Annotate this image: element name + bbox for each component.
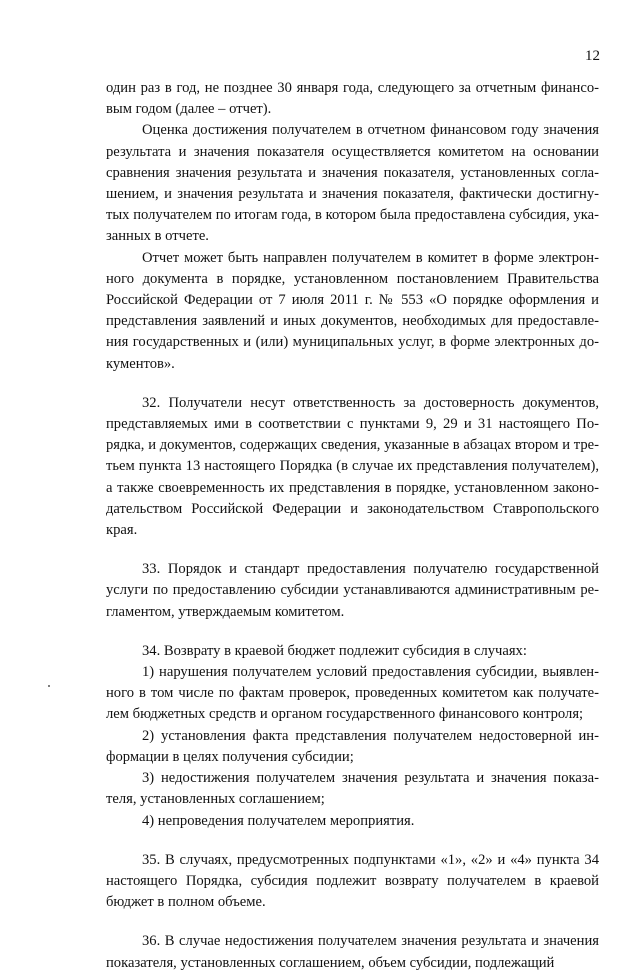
- paragraph-34-item-3: 3) недостижения получателем значения результата и значения показателя, установленных соглашением;: [106, 770, 599, 808]
- page-number: 12: [585, 48, 600, 64]
- paragraph-35: 35. В случаях, предусмотренных подпунктами «1», «2» и «4» пункта 34 настоящего Порядка, субсидия подлежит возврату получателем в краевой бюджет в полном объеме.: [106, 851, 599, 911]
- paragraph-electronic-report: Отчет может быть направлен получателем в комитет в форме электронного документа в порядке, установленном постановлением Правительства Российской Федерации от 7 июля 2011 г. № 553 «О порядке оформления и представления заявлений и иных документов, необходимых для предоставления государственных и (или) муниципальных услуг, в форме электронных документов».: [106, 249, 599, 372]
- paragraph-assessment: Оценка достижения получателем в отчетном финансовом году значения результата и значения показателя осуществляется комитетом на основании сравнения значения результата и значения показателя, установленных соглашением, и значения результата и значения показателя, фактически достигнутых получателем по итогам года, в котором была предоставлена субсидия, указанных в отчете.: [106, 122, 599, 245]
- paragraph-34-item-2: 2) установления факта представления получателем недостоверной информации в целях получения субсидии;: [106, 727, 599, 765]
- paragraph-34-item-4: 4) непроведения получателем мероприятия.: [142, 812, 415, 829]
- paragraph-report-deadline: один раз в год, не позднее 30 января года, следующего за отчетным финансовым годом (далее – отчет).: [106, 80, 599, 118]
- paragraph-36: 36. В случае недостижения получателем значения результата и значения показателя, установленных соглашением, объем субсидии, подлежащий: [106, 933, 599, 971]
- paragraph-33: 33. Порядок и стандарт предоставления получателю государственной услуги по предоставлению субсидии устанавливаются административным регламентом, утверждаемым комитетом.: [106, 561, 599, 620]
- paragraph-34-item-1: 1) нарушения получателем условий предоставления субсидии, выявленного в том числе по фактам проверок, проведенных комитетом как получателем бюджетных средств и органом государственного финансового контроля;: [106, 664, 599, 723]
- document-body: [106, 78, 599, 974]
- scan-speck: [48, 685, 50, 687]
- paragraph-34: 34. Возврату в краевой бюджет подлежит субсидия в случаях:: [142, 642, 527, 659]
- paragraph-32: 32. Получатели несут ответственность за достоверность документов, представляемых ими в соответствии с пунктами 9, 29 и 31 настоящего Порядка, и документов, содержащих сведения, указанные в абзацах втором и третьем пункта 13 настоящего Порядка (в случае их представления получателем), а также своевременность их представления в порядке, установленном законодательством Российской Федерации и законодательством Ставропольского края.: [106, 394, 599, 539]
